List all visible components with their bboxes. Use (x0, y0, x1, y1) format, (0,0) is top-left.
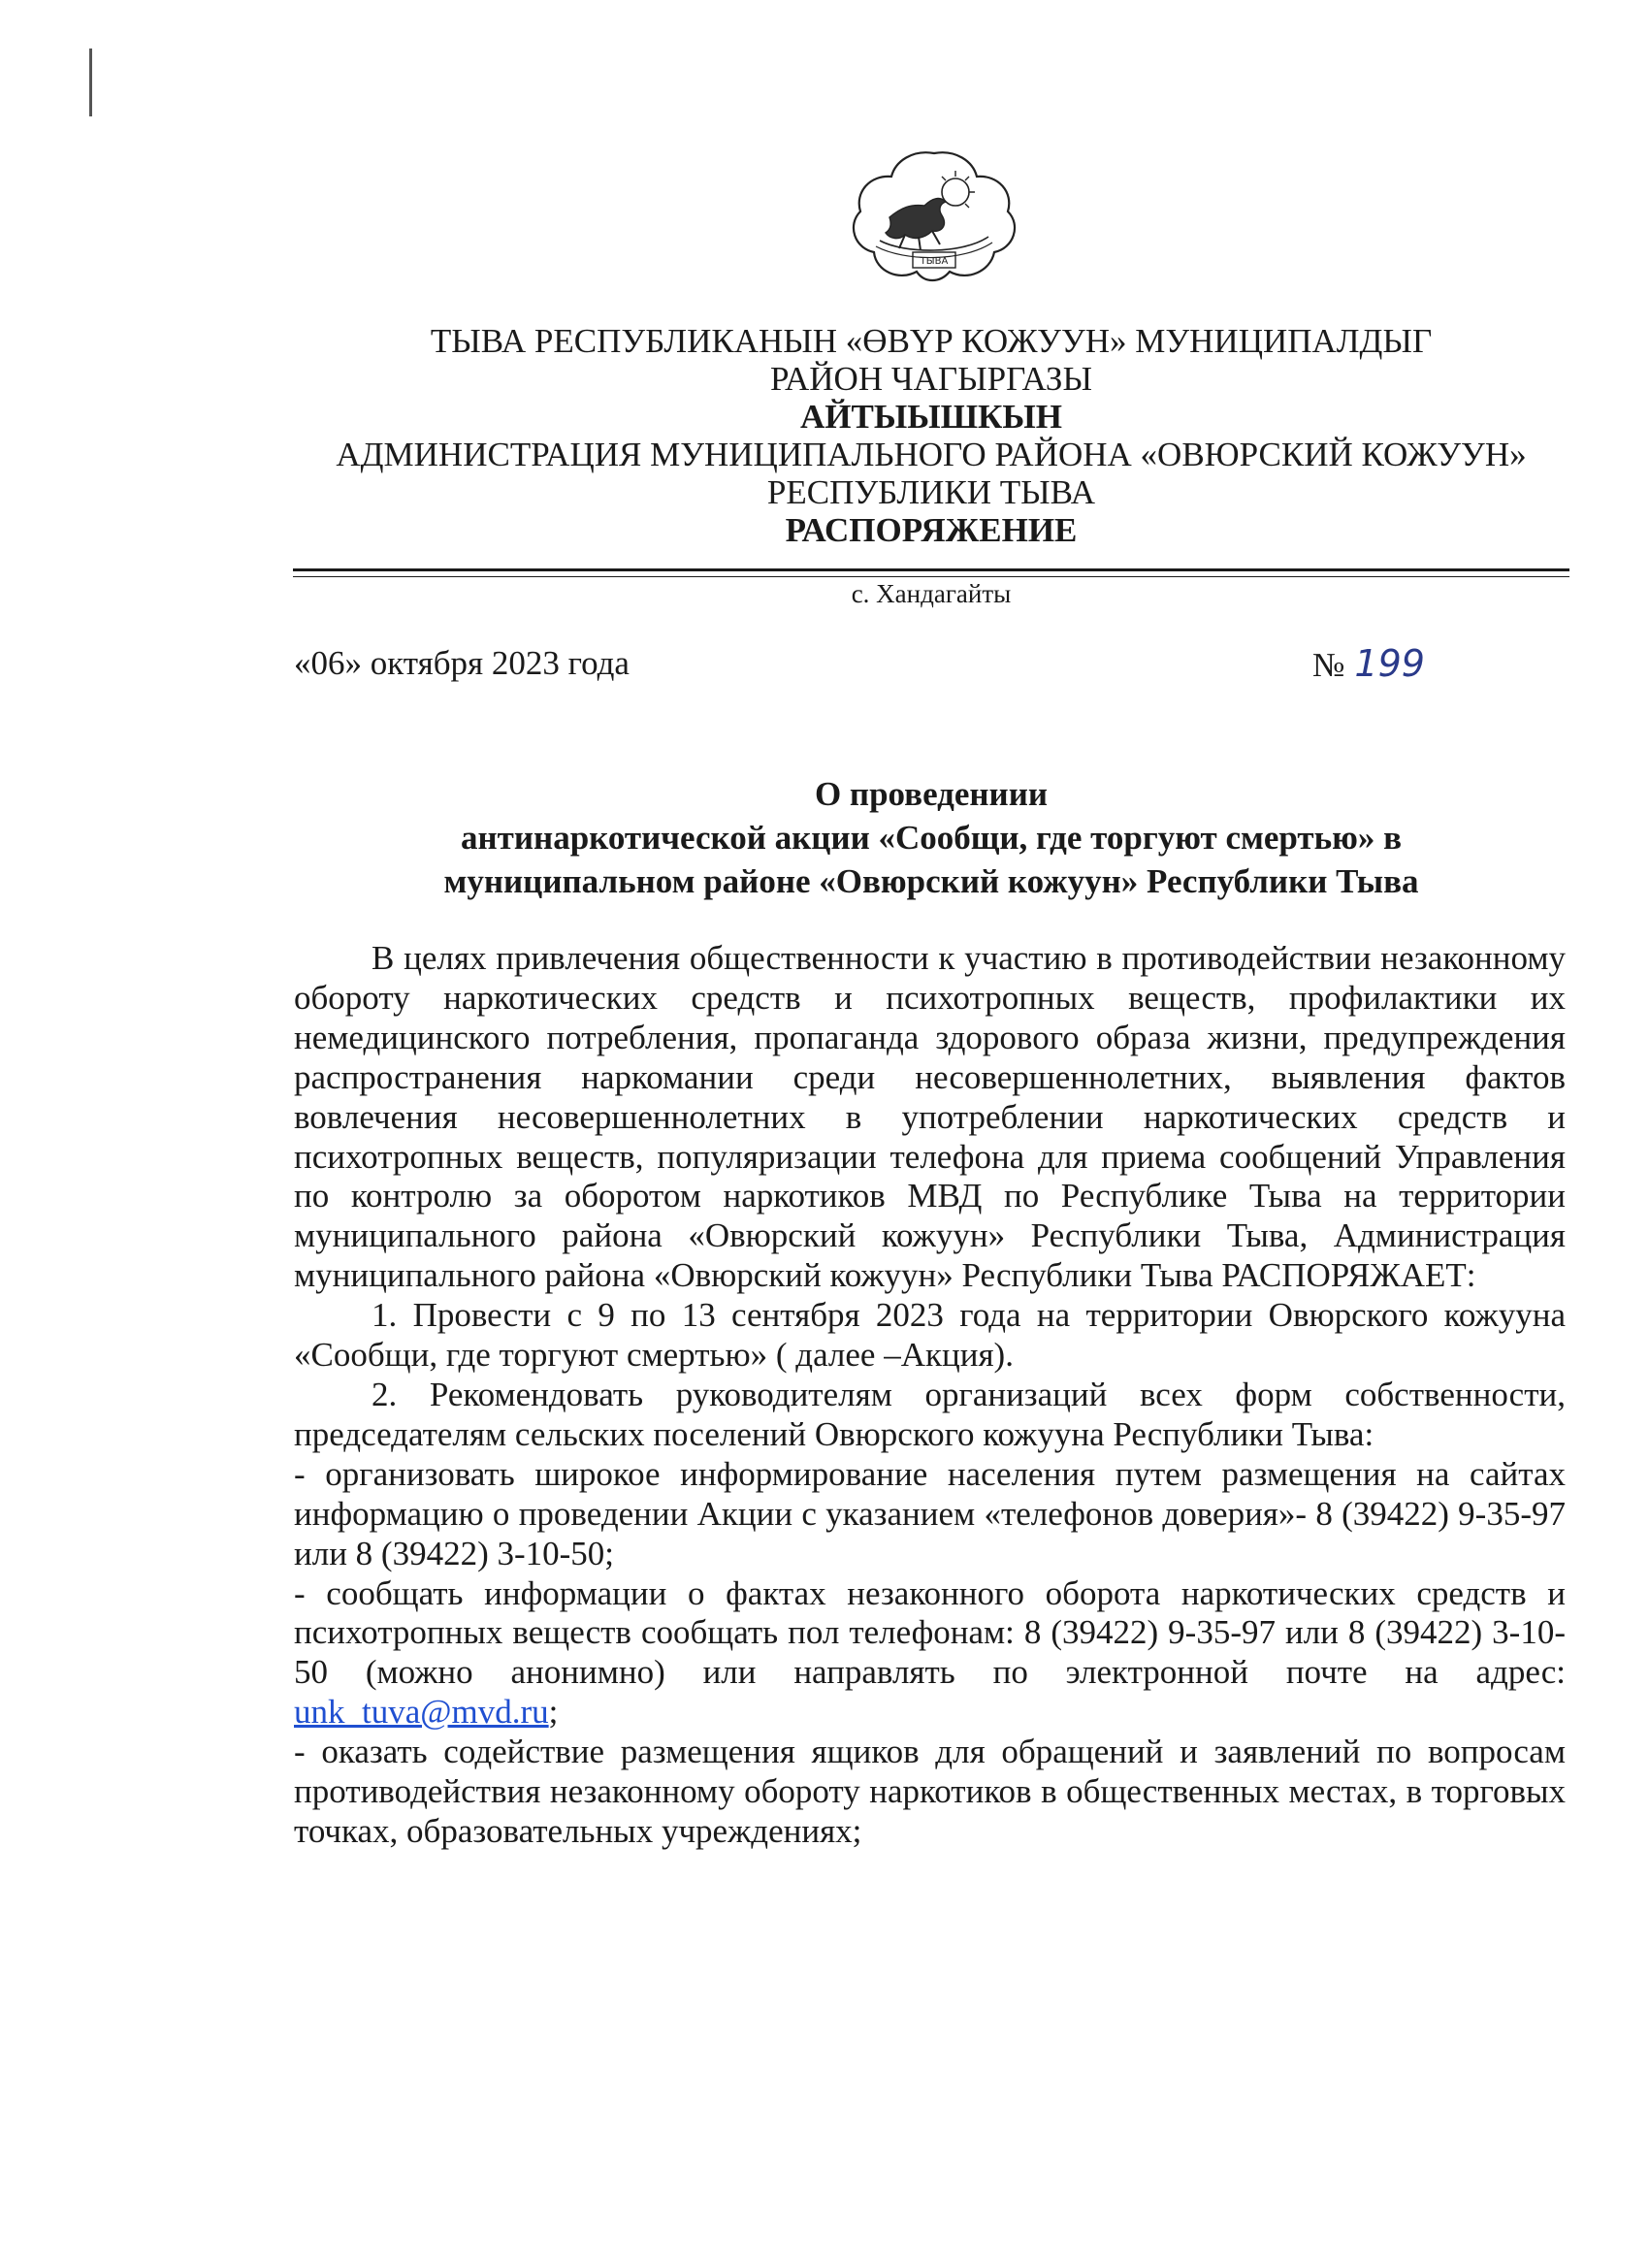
bullet-report-facts-text: - сообщать информации о фактах незаконного оборота наркотических средств и психотропных веществ сообщать пол телефонам: 8 (39422) 9-35-97 или 8 (39422) 3-10-50 (можно анонимно) или направлять по электронной почте на адрес: (294, 1573, 1566, 1692)
document-number-prefix: № (1312, 646, 1345, 684)
letterhead-tuvan-doc-type: АЙТЫЫШКЫН (800, 398, 1062, 436)
title-line1: О проведениии (814, 775, 1049, 813)
scan-edge-mark (89, 49, 92, 116)
document-body (294, 939, 1566, 1852)
document-number-handwritten: 199 (1354, 642, 1425, 685)
document-title (291, 772, 1571, 903)
title-line2: антинаркотической акции «Сообщи, где торгуют смертью» в (461, 819, 1402, 857)
document-number (1312, 644, 1425, 685)
intro-paragraph: В целях привлечения общественности к участию в противодействии незаконному обороту наркотических средств и психотропных веществ, профилактики их немедицинского потребления, пропаганда здорового образа жизни, предупреждения распространения наркомании среди несовершеннолетних, выявления фактов вовлечения несовершеннолетних в употреблении наркотических средств и психотропных веществ, популяризации телефона для приема сообщений Управления по контролю за оборотом наркотиков МВД по Республике Тыва на территории муниципального района «Овюрский кожуун» Республики Тыва, Администрация муниципального района «Овюрский кожуун» Республики Тыва РАСПОРЯЖАЕТ: (294, 939, 1566, 1295)
tuva-emblem-icon (847, 147, 1021, 283)
title-line3: муниципальном районе «Овюрский кожуун» Республики Тыва (443, 862, 1419, 900)
email-link[interactable]: unk_tuva@mvd.ru (294, 1693, 549, 1732)
header-divider-thin (293, 576, 1569, 577)
document-date: «06» октября 2023 года (294, 644, 630, 682)
letterhead-tuvan-line2: РАЙОН ЧАГЫРГАЗЫ (770, 360, 1092, 398)
order-item-1: 1. Провести с 9 по 13 сентября 2023 года на территории Овюрского кожууна «Сообщи, где торгуют смертью» ( далее –Акция). (294, 1296, 1566, 1375)
bullet-inform-population: - организовать широкое информирование населения путем размещения на сайтах информацию о проведении Акции с указанием «телефонов доверия»- 8 (39422) 9-35-97 или 8 (39422) 3-10-50; (294, 1454, 1566, 1572)
bullet-report-facts (294, 1574, 1566, 1733)
document-place: с. Хандагайты (851, 579, 1012, 608)
bullet-report-facts-end: ; (548, 1693, 559, 1732)
letterhead-russian-line1: АДМИНИСТРАЦИЯ МУНИЦИПАЛЬНОГО РАЙОНА «ОВЮРСКИЙ КОЖУУН» (336, 436, 1527, 473)
header-divider-thick (293, 568, 1569, 571)
order-item-2: 2. Рекомендовать руководителям организаций всех форм собственности, председателям сельских поселений Овюрского кожууна Республики Тыва: (294, 1375, 1566, 1453)
letterhead-russian-line2: РЕСПУБЛИКИ ТЫВА (766, 473, 1096, 511)
bullet-placement-boxes: - оказать содействие размещения ящиков для обращений и заявлений по вопросам противодействия незаконному обороту наркотиков в общественных местах, в торговых точках, образовательных учреждениях; (294, 1733, 1566, 1850)
letterhead-tuvan-line1: ТЫВА РЕСПУБЛИКАНЫН «ӨВҮР КОЖУУН» МУНИЦИПАЛДЫГ (430, 322, 1433, 360)
letterhead (291, 322, 1571, 549)
svg-text:ТЫВА: ТЫВА (920, 256, 949, 267)
letterhead-russian-doc-type: РАСПОРЯЖЕНИЕ (785, 511, 1078, 549)
